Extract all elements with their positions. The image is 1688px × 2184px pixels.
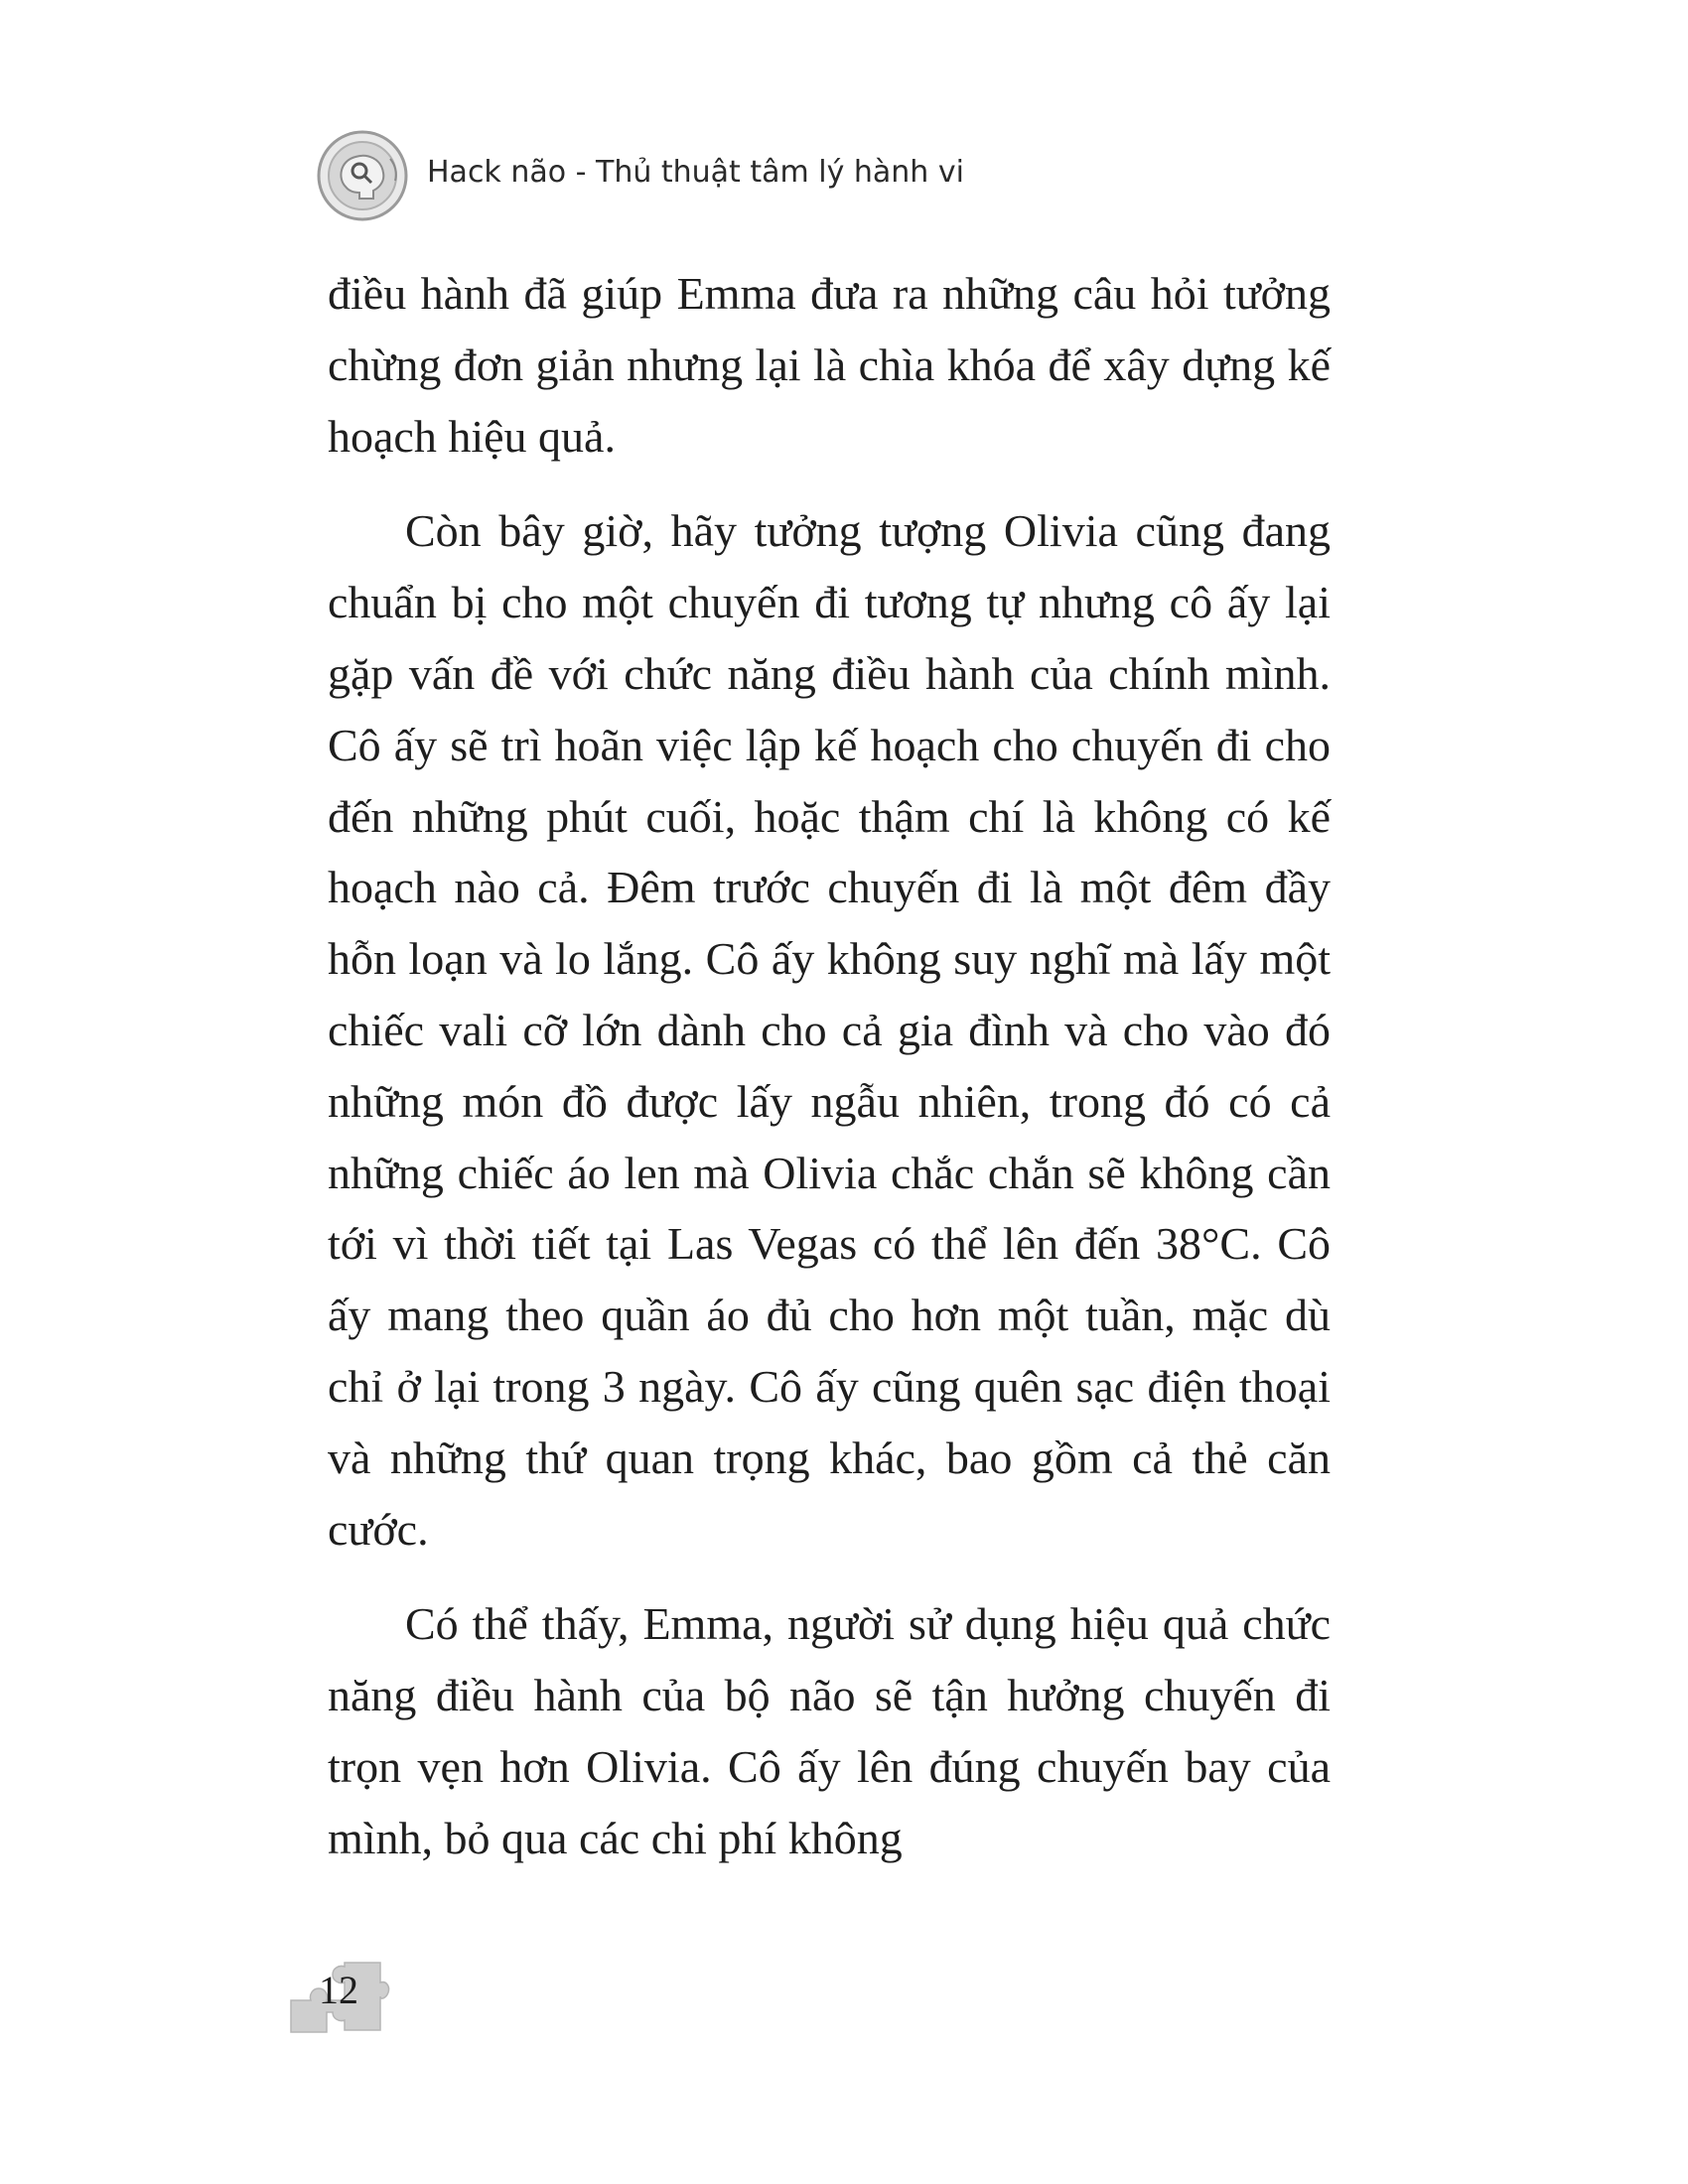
- running-header-title: Hack não - Thủ thuật tâm lý hành vi: [427, 155, 964, 190]
- page-header: [316, 119, 1408, 228]
- body-text: [328, 258, 1331, 1898]
- paragraph-olivia: Còn bây giờ, hãy tưởng tượng Olivia cũng đang chuẩn bị cho một chuyến đi tương tự nhưng cô ấy lại gặp vấn đề với chức năng điều hành của chính mình. Cô ấy sẽ trì hoãn việc lập kế hoạch cho chuyến đi cho đến những phút cuối, hoặc thậm chí là không có kế hoạch nào cả. Đêm trước chuyến đi là một đêm đầy hỗn loạn và lo lắng. Cô ấy không suy nghĩ mà lấy một chiếc vali cỡ lớn dành cho cả gia đình và cho vào đó những món đồ được lấy ngẫu nhiên, trong đó có cả những chiếc áo len mà Olivia chắc chắn sẽ không cần tới vì thời tiết tại Las Vegas có thể lên đến 38°C. Cô ấy mang theo quần áo đủ cho hơn một tuần, mặc dù chỉ ở lại trong 3 ngày. Cô ấy cũng quên sạc điện thoại và những thứ quan trọng khác, bao gồm cả thẻ căn cước.: [328, 505, 1331, 1555]
- page-number: 12: [319, 1968, 358, 2012]
- paragraph-comparison: Có thể thấy, Emma, người sử dụng hiệu quả chức năng điều hành của bộ não sẽ tận hưởng chuyến đi trọn vẹn hơn Olivia. Cô ấy lên đúng chuyến bay của mình, bỏ qua các chi phí không: [328, 1598, 1331, 1863]
- brain-magnifier-icon: [316, 129, 409, 222]
- paragraph-continuation: điều hành đã giúp Emma đưa ra những câu hỏi tưởng chừng đơn giản nhưng lại là chìa khóa để xây dựng kế hoạch hiệu quả.: [328, 268, 1331, 462]
- page-footer: [283, 1961, 402, 2040]
